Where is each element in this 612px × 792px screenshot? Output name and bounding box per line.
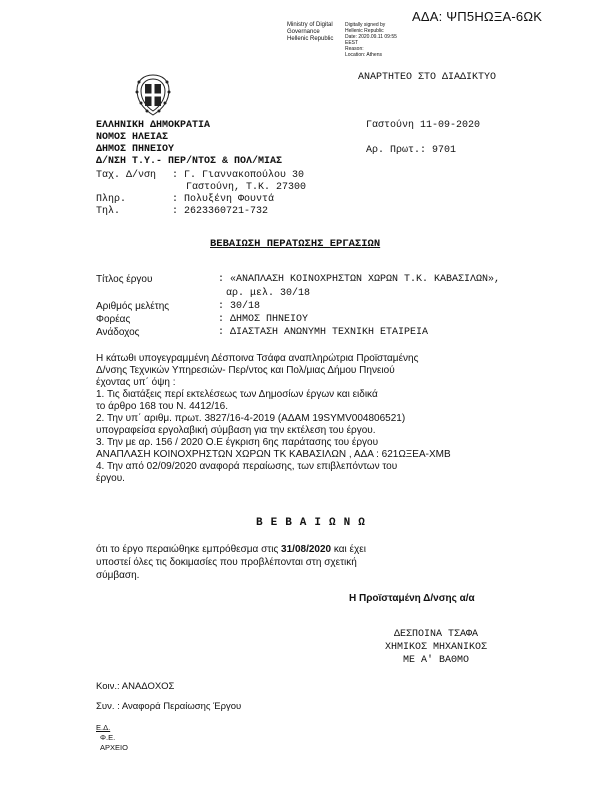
- signature-en-line: Governance: [287, 29, 320, 35]
- org-line: ΕΛΛΗΝΙΚΗ ΔΗΜΟΚΡΑΤΙΑ: [96, 120, 211, 131]
- detail-value: : 30/18: [218, 301, 261, 312]
- contact-label: Πληρ.: [96, 194, 127, 205]
- signer-block: [356, 628, 516, 667]
- posting-notice: ΑΝΑΡΤΗΤΕΟ ΣΤΟ ΔΙΑΔΙΚΤΥΟ: [358, 72, 497, 83]
- body-line: Δ/νσης Τεχνικών Υπηρεσιών- Περ/ντος και Πολ/μιας Δήμου Πηνειού: [96, 365, 395, 376]
- contact-label: Ταχ. Δ/νση: [96, 170, 157, 181]
- signature-gr-line: Location: Athens: [345, 52, 382, 58]
- internal-item: Ε.Δ.: [96, 723, 111, 732]
- internal-item: ΑΡΧΕΙΟ: [100, 743, 128, 752]
- body-line: 2. Την υπ΄ αριθμ. πρωτ. 3827/16-4-2019 (ΑΔΑΜ 19SYMV004806521): [96, 413, 406, 424]
- org-line: ΔΗΜΟΣ ΠΗΝΕΙΟΥ: [96, 144, 175, 155]
- body-line: 4. Την από 02/09/2020 αναφορά περαίωσης, των επιβλεπόντων του: [96, 461, 398, 472]
- signer-title: ΧΗΜΙΚΟΣ ΜΗΧΑΝΙΚΟΣ: [384, 642, 488, 653]
- detail-value: αρ. μελ. 30/18: [226, 288, 311, 299]
- org-header: [96, 120, 282, 168]
- body-paragraph: [96, 353, 542, 485]
- signature-en-line: Ministry of Digital: [287, 22, 333, 28]
- body-line: 1. Τις διατάξεις περί εκτελέσεως των Δημοσίων έργων και ειδικά: [96, 389, 378, 400]
- internal-item: Φ.Ε.: [100, 733, 116, 742]
- distribution-koin: Κοιν.: ΑΝΑΔΟΧΟΣ: [96, 681, 175, 692]
- internal-distribution: [96, 723, 128, 753]
- signature-gr-line: EEST: [345, 40, 359, 46]
- distribution-syn: Συν. : Αναφορά Περαίωσης Έργου: [96, 701, 242, 712]
- conclusion-paragraph: [96, 544, 366, 581]
- contact-value: : Πολυξένη Φουντά: [172, 194, 275, 205]
- detail-label: Τίτλος έργου: [96, 274, 153, 285]
- confirm-heading: ΒΕΒΑΙΩΝΩ: [256, 517, 373, 529]
- document-title: ΒΕΒΑΙΩΣΗ ΠΕΡΑΤΩΣΗΣ ΕΡΓΑΣΙΩΝ: [210, 238, 381, 250]
- signature-gr-line: Hellenic Republic: [345, 28, 384, 34]
- signature-gr-line: Digitally signed by: [345, 22, 386, 28]
- contact-label: Τηλ.: [96, 206, 121, 217]
- org-line: ΝΟΜΟΣ ΗΛΕΙΑΣ: [96, 132, 169, 143]
- conclusion-text: ότι το έργο περαιώθηκε εμπρόθεσμα στις: [96, 544, 282, 555]
- detail-value: : ΔΙΑΣΤΑΣΗ ΑΝΩΝΥΜΗ ΤΕΧΝΙΚΗ ΕΤΑΙΡΕΙΑ: [218, 327, 429, 338]
- conclusion-line: υποστεί όλες τις δοκιμασίες που προβλέπονται στη σχετική: [96, 557, 357, 568]
- protocol-number: Αρ. Πρωτ.: 9701: [366, 145, 457, 156]
- completion-date: 31/08/2020: [281, 544, 332, 555]
- signer-role: Η Προϊσταμένη Δ/νσης α/α: [349, 593, 475, 604]
- place-date: Γαστούνη 11-09-2020: [366, 120, 481, 131]
- detail-label: Ανάδοχος: [96, 327, 140, 338]
- body-line: ΑΝΑΠΛΑΣΗ ΚΟΙΝΟΧΡΗΣΤΩΝ ΧΩΡΩΝ ΤΚ ΚΑΒΑΣΙΛΩΝ , ΑΔΑ : 621ΩΞΕΑ-ΧΜΒ: [96, 449, 451, 460]
- org-line: Δ/ΝΣΗ Τ.Υ.- ΠΕΡ/ΝΤΟΣ & ΠΟΛ/ΜΙΑΣ: [96, 156, 283, 167]
- body-line: έργου.: [96, 473, 125, 484]
- detail-label: Αριθμός μελέτης: [96, 301, 170, 312]
- conclusion-text: και έχει: [331, 544, 366, 555]
- signature-en-line: Hellenic Republic: [287, 36, 334, 42]
- detail-label: Φορέας: [96, 314, 131, 325]
- signer-name: ΔΕΣΠΟΙΝΑ ΤΣΑΦΑ: [393, 629, 478, 640]
- signer-grade: ΜΕ Α' ΒΑΘΜΟ: [402, 655, 469, 666]
- detail-value: : ΔΗΜΟΣ ΠΗΝΕΙΟΥ: [218, 314, 309, 325]
- contact-value: : Γ. Γιαννακοπούλου 30: [172, 170, 305, 181]
- ada-code: ΑΔΑ: ΨΠ5ΗΩΞΑ-6ΩΚ: [412, 9, 543, 24]
- conclusion-line: [96, 544, 366, 555]
- signature-gr-line: Date: 2020.09.11 09:55: [345, 34, 397, 40]
- signature-gr-line: Reason:: [345, 46, 364, 52]
- contact-value: Γαστούνη, Τ.Κ. 27300: [186, 182, 307, 193]
- body-line: το άρθρο 168 του Ν. 4412/16.: [96, 401, 228, 412]
- detail-value: : «ΑΝΑΠΛΑΣΗ ΚΟΙΝΟΧΡΗΣΤΩΝ ΧΩΡΩΝ Τ.Κ. ΚΑΒΑΣΙΛΩΝ»,: [218, 274, 501, 285]
- body-line: υπογραφείσα εργολαβική σύμβαση για την εκτέλεση του έργου.: [96, 425, 376, 436]
- body-line: 3. Την με αρ. 156 / 2020 Ο.Ε έγκριση 6ης παράτασης του έργου: [96, 437, 379, 448]
- hellenic-emblem-icon: [133, 72, 173, 118]
- conclusion-line: σύμβαση.: [96, 570, 140, 581]
- contact-value: : 2623360721-732: [172, 206, 269, 217]
- body-line: έχοντας υπ΄ όψη :: [96, 377, 176, 388]
- body-line: Η κάτωθι υπογεγραμμένη Δέσποινα Τσάφα αναπληρώτρια Προϊσταμένης: [96, 353, 419, 364]
